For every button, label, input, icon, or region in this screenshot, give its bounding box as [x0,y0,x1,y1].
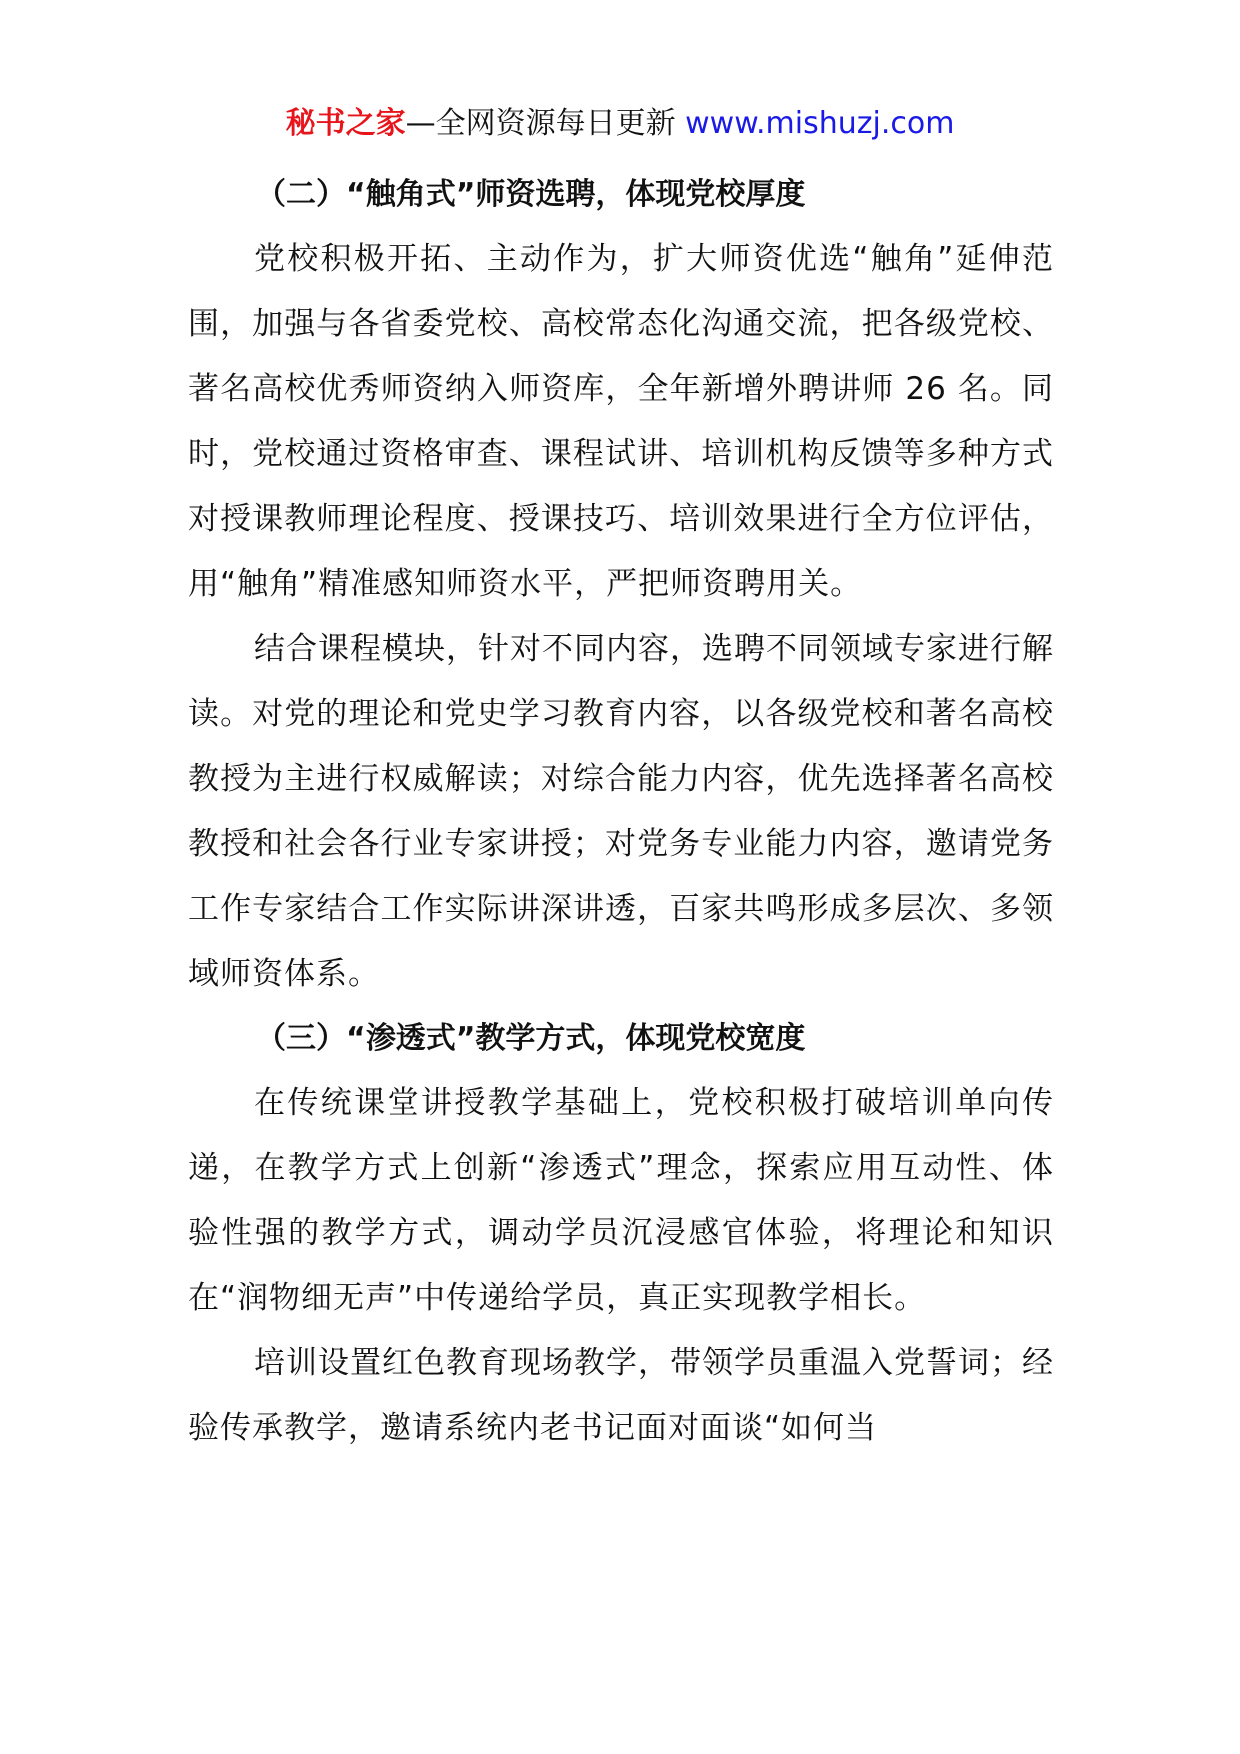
site-url-link[interactable]: www.mishuzj.com [685,106,955,141]
section-heading-3: （三）“渗透式”教学方式，体现党校宽度 [256,1021,806,1056]
brand-name: 秘书之家 [285,106,406,141]
site-header [0,100,1240,148]
paragraph: 党校积极开拓、主动作为，扩大师资优选“触角”延伸范围，加强与各省委党校、高校常态化沟通交流，把各级党校、著名高校优秀师资纳入师资库，全年新增外聘讲师 26 名。同时，党校通过资格审查、课程试讲、培训机构反馈等多种方式对授课教师理论程度、授课技巧、培训效果进行全方位评估，用“触角”精准感知师资水平，严把师资聘用关。 [188,241,1054,602]
paragraph: 结合课程模块，针对不同内容，选聘不同领域专家进行解读。对党的理论和党史学习教育内容，以各级党校和著名高校教授为主进行权威解读；对综合能力内容，优先选择著名高校教授和社会各行业专家讲授；对党务专业能力内容，邀请党务工作专家结合工作实际讲深讲透，百家共鸣形成多层次、多领域师资体系。 [188,631,1054,992]
paragraph: 培训设置红色教育现场教学，带领学员重温入党誓词；经验传承教学，邀请系统内老书记面对面谈“如何当 [188,1345,1054,1446]
header-tagline: —全网资源每日更新 [405,106,676,141]
section-heading-2: （二）“触角式”师资选聘，体现党校厚度 [256,177,806,212]
paragraph: 在传统课堂讲授教学基础上，党校积极打破培训单向传递，在教学方式上创新“渗透式”理念，探索应用互动性、体验性强的教学方式，调动学员沉浸感官体验，将理论和知识在“润物细无声”中传递给学员，真正实现教学相长。 [188,1085,1054,1316]
document-body [188,163,1054,1461]
